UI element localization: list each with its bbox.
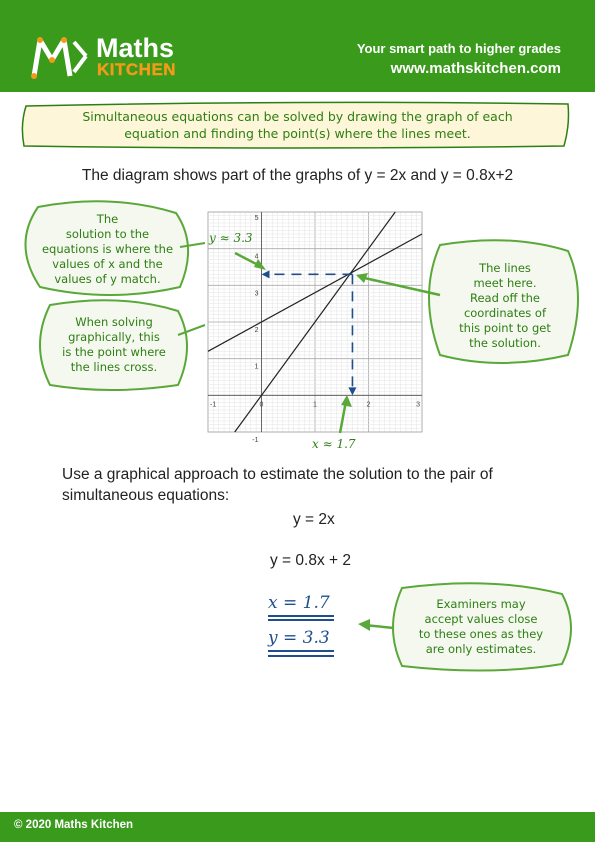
bubble-solution-line: equations is where the — [41, 242, 174, 256]
equation-1: y = 2x — [293, 511, 335, 528]
answer-y-underline — [268, 655, 334, 657]
banner-text — [40, 108, 555, 142]
answer-y: y = 3.3 — [268, 628, 330, 648]
bubble-examiners-line: Examiners may — [436, 597, 526, 611]
bubble-solution — [30, 212, 185, 287]
y-tick-label: 3 — [254, 290, 259, 298]
x-annotation: x ≈ 1.7 — [312, 437, 356, 451]
banner-line-1: Simultaneous equations can be solved by drawing the graph of each — [82, 109, 513, 124]
bubble-cross-line: graphically, this — [68, 330, 160, 344]
header-bar — [0, 0, 595, 92]
logo-subtitle: KITCHEN — [97, 60, 177, 79]
bubble-examiners-line: to these ones as they — [418, 627, 544, 641]
bubble-meet-line: Read off the — [469, 291, 541, 305]
y-tick-label: 5 — [254, 215, 259, 222]
bubble-meet-line: meet here. — [473, 276, 537, 290]
bubble-solution-line: values of y match. — [54, 272, 161, 286]
x-tick-label: -1 — [210, 401, 217, 409]
y-tick-label: 4 — [254, 253, 259, 261]
bubble-cross-line: the lines cross. — [70, 360, 158, 374]
bubble-solution-line: solution to the — [65, 227, 150, 241]
y-tick-label: 2 — [254, 327, 259, 334]
question-text: Use a graphical approach to estimate the solution to the pair of simultaneous equations: — [62, 466, 493, 504]
answer-y-underline — [268, 650, 334, 652]
bubble-meet — [435, 261, 575, 351]
logo-icon — [30, 36, 92, 80]
bubble-cross — [40, 315, 188, 375]
intro-text: The diagram shows part of the graphs of y = 2x and y = 0.8x+2 — [81, 167, 514, 184]
x-tick-label: 2 — [366, 401, 371, 409]
bubble-cross-line: When solving — [75, 315, 153, 329]
answer-x: x = 1.7 — [268, 593, 330, 613]
bubble-examiners-line: are only estimates. — [425, 642, 537, 656]
bubble-meet-line: the solution. — [469, 336, 541, 350]
x-tick-label: 0 — [259, 401, 264, 409]
tagline: Your smart path to higher grades — [356, 41, 561, 56]
answer-x-underline — [268, 619, 334, 621]
bubble-cross-line: is the point where — [62, 345, 166, 359]
equation-2: y = 0.8x + 2 — [270, 552, 351, 569]
bubble-solution-line: values of x and the — [52, 257, 163, 271]
x-tick-label: 1 — [313, 401, 317, 409]
banner-line-2: equation and finding the point(s) where the lines meet. — [124, 126, 471, 141]
bubble-examiners — [400, 597, 562, 657]
bubble-meet-line: The lines — [479, 261, 531, 275]
bubble-examiners-line: accept values close — [424, 612, 538, 626]
y-annotation: y ≈ 3.3 — [209, 231, 253, 245]
y-tick-label: -1 — [252, 437, 259, 444]
x-tick-label: 3 — [416, 401, 420, 409]
y-tick-label: 1 — [254, 363, 259, 371]
bubble-meet-line: coordinates of — [463, 306, 547, 320]
bubble-solution-line: The — [96, 212, 119, 226]
answer-x-underline — [268, 615, 334, 617]
website-link[interactable]: www.mathskitchen.com — [390, 60, 561, 77]
footer-copyright: © 2020 Maths Kitchen — [14, 819, 134, 831]
bubble-meet-line: this point to get — [459, 321, 551, 335]
logo-title: Maths — [96, 33, 175, 63]
